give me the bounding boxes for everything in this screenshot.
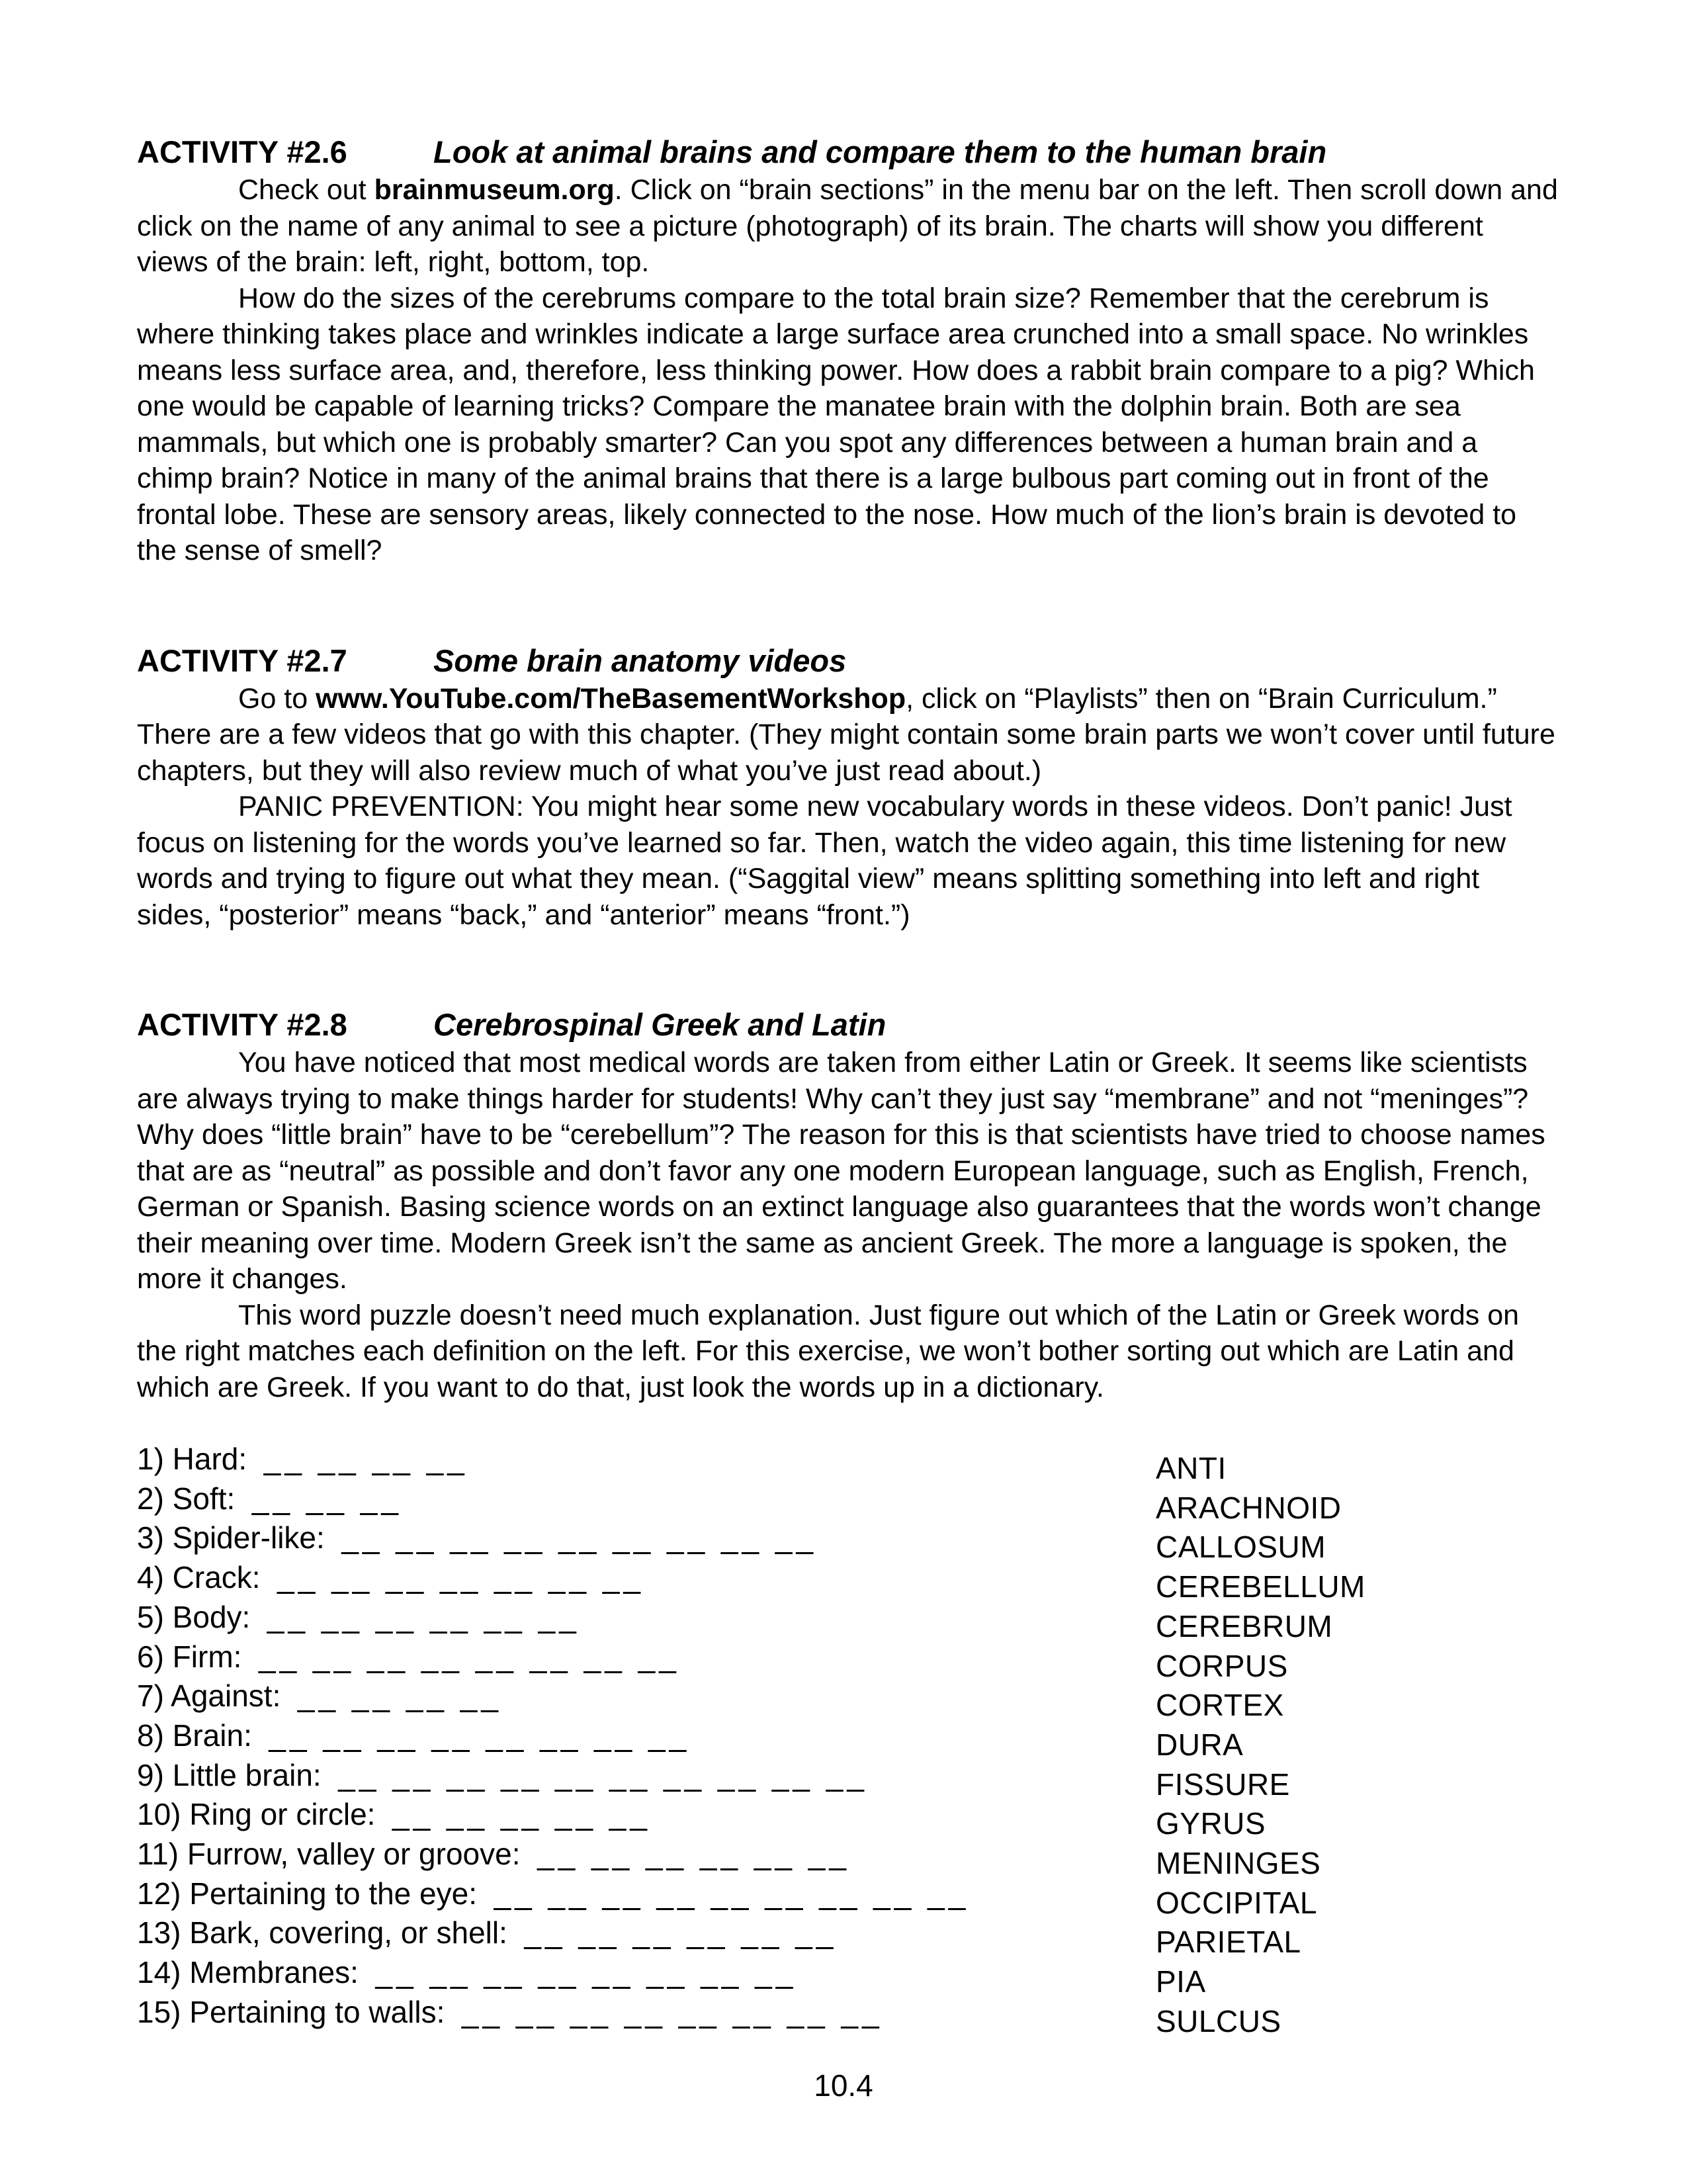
clue-label: 14) Membranes:: [137, 1955, 359, 1990]
clue-label: 3) Spider-like:: [137, 1520, 325, 1555]
word-bank-item: PIA: [1156, 1964, 1206, 1999]
clue-label: 13) Bark, covering, or shell:: [137, 1915, 507, 1950]
answer-blanks: __ __ __ __ __ __: [267, 1599, 580, 1634]
word-bank-item: CEREBELLUM: [1156, 1569, 1365, 1604]
page-number: 10.4: [814, 2068, 873, 2103]
word-bank-item: FISSURE: [1156, 1767, 1290, 1802]
activity-2-6: [137, 132, 1559, 569]
clue-item: [137, 1913, 969, 1953]
clue-item: [137, 1756, 969, 1796]
clue-label: 15) Pertaining to walls:: [137, 1994, 445, 2029]
activity-heading: [137, 641, 1559, 681]
activity-body: [137, 681, 1559, 934]
clue-label: 10) Ring or circle:: [137, 1797, 376, 1832]
clue-item: [137, 1993, 969, 2032]
activity-title: Look at animal brains and compare them to the human brain: [433, 134, 1327, 169]
activity-2-7: [137, 641, 1559, 934]
clue-label: 7) Against:: [137, 1679, 281, 1714]
paragraph: [137, 281, 1559, 569]
paragraph-text: PANIC PREVENTION: You might hear some new vocabulary words in these videos. Don’t panic! Just focus on listening for the words you’ve learned so far. Then, watch the video again, this time listening for new words and trying to figure out what they mean. (“Saggital view” means splitting something into left and right sides, “posterior” means “back,” and “anterior” means “front.”): [137, 791, 1512, 931]
answer-blanks: __ __ __ __ __ __ __ __ __: [341, 1520, 818, 1555]
bold-link-text: brainmuseum.org: [374, 174, 615, 206]
clue-item: [137, 1795, 969, 1835]
activity-body: [137, 1045, 1559, 1405]
word-bank-item: DURA: [1156, 1727, 1244, 1762]
paragraph-text: Go to: [238, 682, 316, 715]
clue-item: [137, 1558, 969, 1598]
paragraph-text: , click on “Playlists” then on “Brain Curriculum.” There are a few videos that go with this chapter. (They might contain some brain parts we won’t cover until future chapters, but they will also review much of what you’ve just read about.): [137, 682, 1555, 787]
clue-item: [137, 1677, 969, 1716]
word-bank-item: PARIETAL: [1156, 1925, 1301, 1960]
clue-item: [137, 1479, 969, 1519]
clue-label: 9) Little brain:: [137, 1757, 322, 1792]
clue-list: [137, 1440, 969, 2032]
answer-blanks: __ __ __ __ __ __: [524, 1915, 838, 1950]
clue-label: 12) Pertaining to the eye:: [137, 1876, 477, 1911]
clue-item: [137, 1440, 969, 1479]
clue-item: [137, 1835, 969, 1874]
activity-title: Cerebrospinal Greek and Latin: [433, 1007, 887, 1042]
paragraph-text: . Click on “brain sections” in the menu bar on the left. Then scroll down and click on the name of any animal to see a picture (photograph) of its brain. The charts will show you different views of the brain: left, right, bottom, top.: [137, 174, 1558, 278]
clue-label: 8) Brain:: [137, 1718, 252, 1753]
word-bank-item: OCCIPITAL: [1156, 1885, 1317, 1920]
spacer: [137, 933, 1559, 1005]
word-bank-item: ANTI: [1156, 1451, 1227, 1485]
paragraph-text: You have noticed that most medical words are taken from either Latin or Greek. It seems like scientists are always trying to make things harder for students! Why can’t they just say “membrane” and not “meninges”? Why does “little brain” have to be “cerebellum”? The reason for this is that scientists have tried to choose names that are as “neutral” as possible and don’t favor any one modern European language, such as English, French, German or Spanish. Basing science words on an extinct language also guarantees that the words won’t change their meaning over time. Modern Greek isn’t the same as ancient Greek. The more a language is spoken, the more it changes.: [137, 1047, 1545, 1295]
clue-label: 4) Crack:: [137, 1560, 261, 1595]
clue-label: 1) Hard:: [137, 1442, 247, 1476]
activity-heading: [137, 132, 1559, 172]
answer-blanks: __ __ __ __ __ __ __ __ __ __: [338, 1757, 868, 1792]
activity-number: ACTIVITY #2.7: [137, 642, 347, 678]
answer-blanks: __ __ __ __: [297, 1679, 502, 1714]
activity-number: ACTIVITY #2.8: [137, 1007, 347, 1042]
bold-link-text: www.YouTube.com/TheBasementWorkshop: [316, 682, 906, 715]
word-bank-item: ARACHNOID: [1156, 1490, 1342, 1525]
answer-blanks: __ __ __ __ __ __ __ __: [269, 1718, 691, 1753]
word-bank-item: CORPUS: [1156, 1648, 1288, 1683]
answer-blanks: __ __ __ __ __ __ __ __: [461, 1994, 883, 2029]
paragraph: [137, 789, 1559, 933]
answer-blanks: __ __ __ __ __ __ __: [277, 1560, 644, 1595]
clue-item: [137, 1716, 969, 1756]
clue-item: [137, 1638, 969, 1677]
answer-blanks: __ __ __ __ __: [392, 1797, 651, 1832]
activity-2-8: [137, 1005, 1559, 1405]
spacer: [137, 569, 1559, 641]
word-bank-item: CALLOSUM: [1156, 1530, 1326, 1565]
clue-item: [137, 1518, 969, 1558]
answer-blanks: __ __ __ __ __ __ __ __: [375, 1955, 797, 1990]
word-puzzle: [137, 1440, 1559, 2062]
paragraph-text: Check out: [238, 174, 374, 206]
answer-blanks: __ __ __ __ __ __ __ __: [258, 1639, 680, 1674]
word-bank-item: GYRUS: [1156, 1806, 1266, 1841]
paragraph: [137, 172, 1559, 281]
paragraph: [137, 681, 1559, 789]
answer-blanks: __ __ __ __ __ __ __ __ __: [494, 1876, 970, 1911]
activity-heading: [137, 1005, 1559, 1045]
word-bank-item: MENINGES: [1156, 1846, 1321, 1881]
answer-blanks: __ __ __ __ __ __: [537, 1837, 850, 1872]
word-bank-item: SULCUS: [1156, 2003, 1281, 2038]
paragraph: [137, 1045, 1559, 1297]
word-bank-item: CEREBRUM: [1156, 1608, 1333, 1643]
paragraph-text: How do the sizes of the cerebrums compare to the total brain size? Remember that the cerebrum is where thinking takes place and wrinkles indicate a large surface area crunched into a small space. No wrinkles means less surface area, and, therefore, less thinking power. How does a rabbit brain compare to a pig? Which one would be capable of learning tricks? Compare the manatee brain with the dolphin brain. Both are sea mammals, but which one is probably smarter? Can you spot any differences between a human brain and a chimp brain? Notice in many of the animal brains that there is a large bulbous part coming out in front of the frontal lobe. These are sensory areas, likely connected to the nose. How much of the lion’s brain is devoted to the sense of smell?: [137, 282, 1535, 566]
clue-item: [137, 1598, 969, 1638]
clue-item: [137, 1953, 969, 1993]
document-page: [137, 132, 1559, 2062]
paragraph-text: This word puzzle doesn’t need much explanation. Just figure out which of the Latin or Greek words on the right matches each definition on the left. For this exercise, we won’t bother sorting out which are Latin and which are Greek. If you want to do that, just look the words up in a dictionary.: [137, 1299, 1520, 1403]
clue-label: 11) Furrow, valley or groove:: [137, 1837, 521, 1872]
clue-item: [137, 1874, 969, 1914]
activity-body: [137, 172, 1559, 569]
word-bank: [1156, 1449, 1365, 2042]
clue-label: 2) Soft:: [137, 1481, 236, 1516]
answer-blanks: __ __ __: [251, 1481, 402, 1516]
clue-label: 6) Firm:: [137, 1639, 242, 1674]
paragraph: [137, 1297, 1559, 1406]
answer-blanks: __ __ __ __: [263, 1442, 468, 1476]
clue-label: 5) Body:: [137, 1599, 251, 1634]
activity-title: Some brain anatomy videos: [433, 642, 847, 678]
activity-number: ACTIVITY #2.6: [137, 134, 347, 169]
word-bank-item: CORTEX: [1156, 1688, 1284, 1723]
